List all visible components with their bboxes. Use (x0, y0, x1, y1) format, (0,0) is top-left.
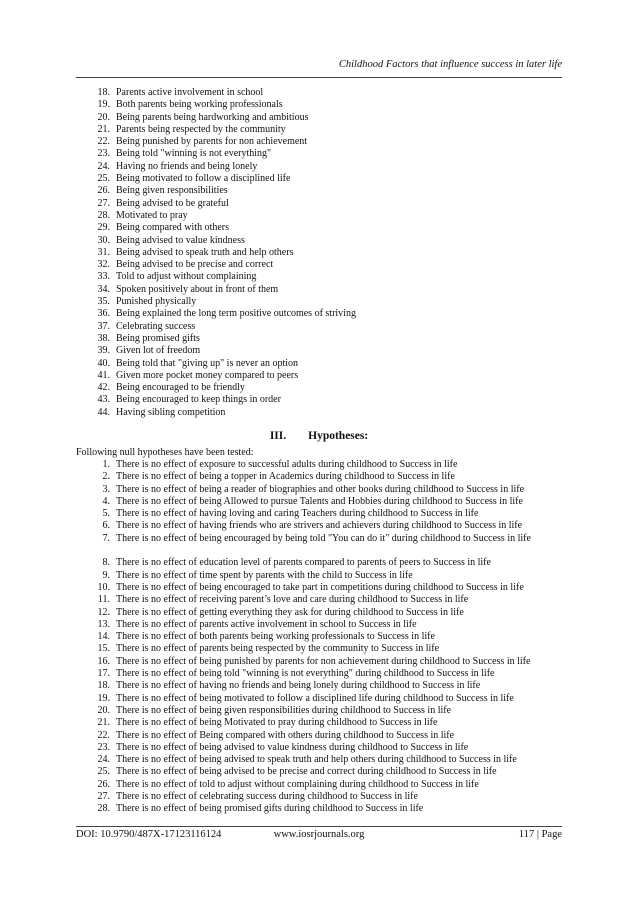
factor-item-number: 36. (97, 308, 110, 320)
hypothesis-item (0, 656, 638, 668)
hypothesis-item (0, 779, 638, 791)
factor-item (0, 308, 638, 320)
factor-item-number: 32. (97, 259, 110, 271)
factor-item-text: Both parents being working professionals (116, 99, 283, 111)
factor-item (0, 148, 638, 160)
hypothesis-item-number: 3. (102, 483, 110, 495)
hypothesis-item (0, 754, 638, 766)
hypothesis-item-number: 1. (102, 459, 110, 470)
factor-item (0, 124, 638, 136)
factor-item-text: Punished physically (116, 296, 197, 308)
factor-item-text: Being told "winning is not everything" (116, 148, 272, 160)
factor-item-text: Being advised to value kindness (116, 234, 245, 246)
factor-item-number: 37. (97, 320, 110, 332)
hypothesis-item-number: 15. (97, 643, 110, 655)
factor-item-number: 25. (97, 173, 110, 185)
hypothesis-item-text: There is no effect of being advised to be precise and correct during childhood to Success in life (116, 766, 497, 778)
factor-item-number: 38. (97, 332, 110, 344)
factor-item-text: Being punished by parents for non achievement (116, 136, 308, 148)
factor-item-number: 28. (97, 209, 110, 221)
hypothesis-item-text: There is no effect of told to adjust without complaining during childhood to Success in life (116, 778, 479, 790)
hypothesis-item-text: There is no effect of being encouraged by being told "You can do it" during childhood to Success in life (116, 532, 531, 544)
hypothesis-item-number: 28. (97, 803, 110, 815)
factor-item (0, 271, 638, 283)
factor-item (0, 394, 638, 406)
hypothesis-item (0, 730, 638, 742)
factor-item (0, 198, 638, 210)
factor-item-text: Being advised to speak truth and help others (116, 246, 294, 258)
hypothesis-item-number: 14. (97, 631, 110, 643)
factor-item-number: 20. (97, 111, 110, 123)
hypothesis-item-text: There is no effect of Being compared with others during childhood to Success in life (116, 729, 455, 741)
factor-item (0, 358, 638, 370)
factor-item-number: 22. (97, 136, 110, 148)
hypothesis-item (0, 742, 638, 754)
factor-item (0, 185, 638, 197)
hypothesis-item-number: 26. (97, 778, 110, 790)
hypothesis-item-text: There is no effect of being motivated to follow a disciplined life during childhood to Success in life (116, 692, 514, 704)
factor-item-text: Being told that "giving up" is never an option (116, 357, 299, 369)
factor-item-text: Having no friends and being lonely (116, 160, 258, 172)
hypothesis-list (0, 459, 638, 816)
hypothesis-item (0, 680, 638, 692)
factor-item-text: Parents being respected by the community (116, 123, 286, 135)
hypothesis-item (0, 619, 638, 631)
hypothesis-item (0, 791, 638, 803)
hypothesis-item-text: There is no effect of being a reader of biographies and other books during childhood to Success in life (116, 483, 525, 495)
factor-item-text: Being advised to be grateful (116, 197, 229, 209)
factor-item-text: Having sibling competition (116, 406, 226, 418)
factor-item (0, 87, 638, 99)
factor-item-number: 23. (97, 148, 110, 160)
factor-item (0, 284, 638, 296)
hypothesis-item-text: There is no effect of being Motivated to pray during childhood to Success in life (116, 717, 438, 729)
factor-item (0, 382, 638, 394)
factor-item-number: 42. (97, 382, 110, 394)
hypothesis-item-text: There is no effect of being a topper in Academics during childhood to Success in life (116, 471, 455, 483)
hypothesis-item (0, 631, 638, 643)
hypothesis-item (0, 496, 638, 508)
hypothesis-item-number: 6. (102, 520, 110, 532)
factor-item-text: Being parents being hardworking and ambitious (116, 111, 309, 123)
factor-item-text: Motivated to pray (116, 209, 188, 221)
factor-item-text: Being compared with others (116, 222, 230, 234)
hypothesis-item (0, 508, 638, 520)
factor-item-number: 24. (97, 160, 110, 172)
hypothesis-item-text: There is no effect of being encouraged to take part in competitions during childhood to Success in life (116, 581, 524, 593)
hypothesis-item (0, 643, 638, 655)
hypothesis-item-number: 12. (97, 606, 110, 618)
hypothesis-item-number: 23. (97, 741, 110, 753)
factor-item-text: Parents active involvement in school (116, 87, 264, 98)
hypothesis-item-number: 10. (97, 581, 110, 593)
hypothesis-item-text: There is no effect of being punished by parents for non achievement during childhood to Success in life (116, 655, 531, 667)
factor-item-number: 35. (97, 296, 110, 308)
factor-item (0, 333, 638, 345)
footer-doi: DOI: 10.9790/487X-17123116124 (76, 829, 222, 840)
hypothesis-item-number: 24. (97, 754, 110, 766)
factor-item (0, 407, 638, 419)
page-footer (76, 829, 562, 843)
hypothesis-item-text: There is no effect of having no friends and being lonely during childhood to Success in life (116, 680, 481, 692)
factor-item (0, 99, 638, 111)
hypothesis-item (0, 582, 638, 594)
factor-item (0, 370, 638, 382)
factor-item (0, 296, 638, 308)
hypothesis-item-number: 22. (97, 729, 110, 741)
hypothesis-item (0, 557, 638, 569)
hypothesis-item-number: 25. (97, 766, 110, 778)
hypothesis-item-text: There is no effect of both parents being working professionals to Success in life (116, 631, 435, 643)
hypothesis-item-text: There is no effect of being told "winning is not everything" during childhood to Success in life (116, 668, 495, 680)
hypothesis-item-text: There is no effect of parents being respected by the community to Success in life (116, 643, 440, 655)
footer-rule (76, 826, 562, 827)
hypothesis-item-text: There is no effect of being advised to value kindness during childhood to Success in life (116, 741, 469, 753)
factor-item-number: 26. (97, 185, 110, 197)
hypothesis-item-number: 19. (97, 692, 110, 704)
factor-item (0, 136, 638, 148)
factor-item-number: 27. (97, 197, 110, 209)
factor-item-text: Being promised gifts (116, 332, 200, 344)
hypothesis-item (0, 766, 638, 778)
hypothesis-item (0, 594, 638, 606)
hypothesis-item-number: 7. (102, 532, 110, 544)
hypothesis-item-text: There is no effect of celebrating success during childhood to Success in life (116, 791, 418, 803)
hypothesis-item-text: There is no effect of being given responsibilities during childhood to Success in life (116, 704, 452, 716)
factor-item-text: Being encouraged to be friendly (116, 382, 245, 394)
section-title: Hypotheses: (308, 430, 369, 442)
hypothesis-item-number: 20. (97, 704, 110, 716)
factor-item-text: Given more pocket money compared to peers (116, 369, 299, 381)
hypothesis-item-number: 16. (97, 655, 110, 667)
hypothesis-item (0, 693, 638, 705)
hypothesis-item-number: 5. (102, 508, 110, 520)
hypothesis-item (0, 717, 638, 729)
factor-item-text: Being given responsibilities (116, 185, 228, 197)
footer-page-number: 117 | Page (518, 829, 562, 840)
hypothesis-item-number: 9. (102, 569, 110, 581)
hypothesis-item (0, 533, 638, 558)
hypothesis-item-text: There is no effect of parents active involvement in school to Success in life (116, 618, 417, 630)
running-header: Childhood Factors that influence success in later life (338, 59, 562, 70)
factor-item-number: 44. (97, 406, 110, 418)
hypothesis-item-number: 17. (97, 668, 110, 680)
factor-item-number: 18. (97, 87, 110, 98)
section-number: III. (269, 430, 287, 442)
factor-item (0, 259, 638, 271)
hypothesis-item-text: There is no effect of getting everything they ask for during childhood to Success in life (116, 606, 464, 618)
hypothesis-item-number: 4. (102, 495, 110, 507)
factor-item (0, 112, 638, 124)
factor-item-number: 19. (97, 99, 110, 111)
hypothesis-item-number: 21. (97, 717, 110, 729)
hypothesis-item-number: 11. (97, 594, 110, 606)
factor-item-number: 40. (97, 357, 110, 369)
factor-item-text: Being motivated to follow a disciplined life (116, 173, 291, 185)
hypothesis-item-text: There is no effect of time spent by parents with the child to Success in life (116, 569, 413, 581)
factor-item-text: Celebrating success (116, 320, 196, 332)
factor-item (0, 235, 638, 247)
intro-text: Following null hypotheses have been tested: (76, 447, 254, 458)
hypothesis-item (0, 803, 638, 815)
factor-item-text: Given lot of freedom (116, 345, 201, 357)
factor-item-text: Spoken positively about in front of them (116, 283, 279, 295)
hypothesis-item-text: There is no effect of being promised gifts during childhood to Success in life (116, 803, 424, 815)
factor-item-number: 21. (97, 123, 110, 135)
header-rule (76, 77, 562, 78)
factor-item-number: 30. (97, 234, 110, 246)
factor-item-number: 41. (97, 369, 110, 381)
factor-item-text: Being explained the long term positive outcomes of striving (116, 308, 356, 320)
hypothesis-item-text: There is no effect of being Allowed to pursue Talents and Hobbies during childhood to Success in life (116, 495, 523, 507)
factor-item-number: 34. (97, 283, 110, 295)
hypothesis-item-text: There is no effect of having loving and caring Teachers during childhood to Success in life (116, 508, 479, 520)
hypothesis-item (0, 570, 638, 582)
hypothesis-item (0, 705, 638, 717)
factor-item-text: Being encouraged to keep things in order (116, 394, 281, 406)
hypothesis-item (0, 471, 638, 483)
hypothesis-item-text: There is no effect of being advised to speak truth and help others during childhood to Success in life (116, 754, 517, 766)
hypothesis-item (0, 484, 638, 496)
hypothesis-item-number: 13. (97, 618, 110, 630)
factor-item (0, 173, 638, 185)
hypothesis-item (0, 520, 638, 532)
section-heading (0, 430, 638, 442)
factor-item-number: 29. (97, 222, 110, 234)
factor-item (0, 161, 638, 173)
hypothesis-item-number: 8. (102, 557, 110, 569)
hypothesis-item-text: There is no effect of receiving parent’s love and care during childhood to Success in life (116, 594, 469, 606)
hypothesis-item (0, 668, 638, 680)
hypothesis-item-number: 18. (97, 680, 110, 692)
hypothesis-item-text: There is no effect of exposure to successful adults during childhood to Success in life (116, 459, 458, 470)
factor-item (0, 345, 638, 357)
factor-list (0, 87, 638, 419)
factor-item (0, 247, 638, 259)
footer-website: www.iosrjournals.org (273, 829, 365, 840)
factor-item-text: Told to adjust without complaining (116, 271, 257, 283)
hypothesis-item (0, 607, 638, 619)
factor-item-number: 31. (97, 246, 110, 258)
hypothesis-item-text: There is no effect of education level of parents compared to parents of peers to Success in life (116, 557, 491, 569)
hypothesis-item-number: 2. (102, 471, 110, 483)
factor-item (0, 222, 638, 234)
factor-item (0, 321, 638, 333)
factor-item-number: 43. (97, 394, 110, 406)
hypothesis-item-number: 27. (97, 791, 110, 803)
hypothesis-item-text: There is no effect of having friends who are strivers and achievers during childhood to Success in life (116, 520, 523, 532)
factor-item-number: 39. (97, 345, 110, 357)
factor-item-text: Being advised to be precise and correct (116, 259, 274, 271)
hypothesis-item (0, 459, 638, 471)
factor-item-number: 33. (97, 271, 110, 283)
factor-item (0, 210, 638, 222)
